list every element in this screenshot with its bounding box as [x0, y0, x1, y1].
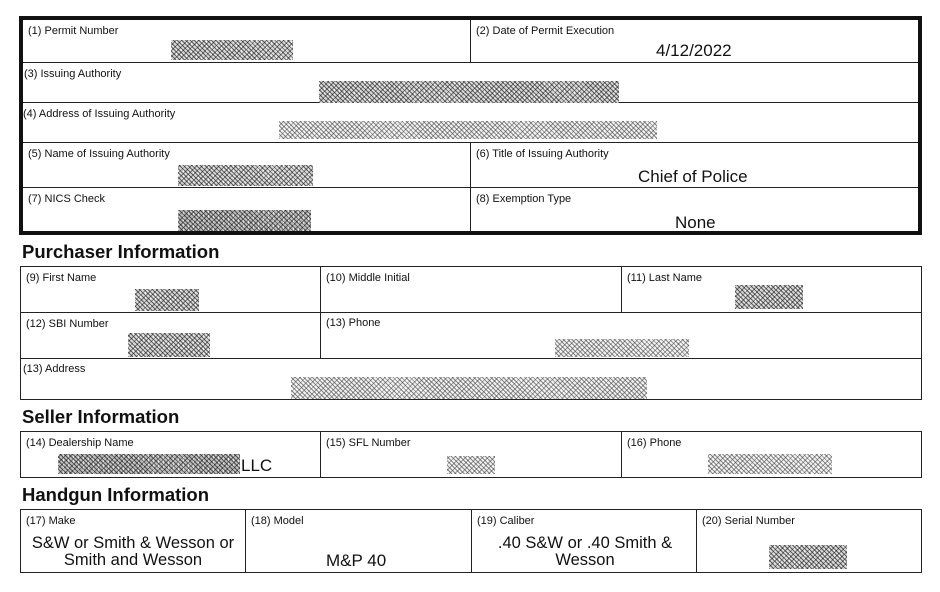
- purchaser-phone-label: (13) Phone: [326, 317, 381, 329]
- authority-name-redaction: [178, 165, 313, 186]
- handgun-section-title: Handgun Information: [22, 484, 210, 505]
- last-name-redaction: [735, 285, 803, 309]
- authority-address-label: (4) Address of Issuing Authority: [23, 108, 176, 120]
- sbi-number-cell: [20, 312, 321, 359]
- dealership-name-suffix: LLC: [241, 456, 273, 475]
- first-name-redaction: [135, 289, 199, 311]
- sfl-number-cell: [320, 431, 622, 478]
- middle-initial-cell: [320, 266, 622, 313]
- issuing-authority-redaction: [319, 81, 619, 103]
- seller-phone-redaction: [708, 454, 832, 474]
- last-name-cell: [621, 266, 922, 313]
- serial-number-cell: [696, 509, 922, 573]
- issuing-authority-cell: [23, 63, 918, 103]
- seller-phone-cell: [621, 431, 922, 478]
- middle-initial-label: (10) Middle Initial: [326, 272, 410, 284]
- model-cell: [245, 509, 472, 573]
- dealership-name-cell: [20, 431, 321, 478]
- purchaser-section-title: Purchaser Information: [22, 241, 220, 262]
- caliber-cell: [471, 509, 697, 573]
- purchaser-address-label: (13) Address: [23, 363, 86, 375]
- exemption-cell: [471, 188, 918, 231]
- permit-number-cell: [23, 20, 471, 63]
- last-name-label: (11) Last Name: [627, 272, 702, 284]
- model-value: M&P 40: [326, 551, 387, 570]
- seller-section-title: Seller Information: [22, 406, 180, 427]
- make-value: S&W or Smith & Wesson or Smith and Wesson: [31, 534, 235, 569]
- nics-check-label: (7) NICS Check: [28, 193, 106, 205]
- permit-date-label: (2) Date of Permit Execution: [476, 25, 615, 37]
- first-name-label: (9) First Name: [26, 272, 97, 284]
- model-label: (18) Model: [251, 515, 304, 527]
- sbi-number-label: (12) SBI Number: [26, 318, 109, 330]
- sfl-number-redaction: [447, 456, 495, 474]
- caliber-label: (19) Caliber: [477, 515, 535, 527]
- issuing-authority-label: (3) Issuing Authority: [24, 68, 122, 80]
- authority-address-cell: [23, 103, 918, 143]
- exemption-value: None: [675, 213, 716, 232]
- authority-title-label: (6) Title of Issuing Authority: [476, 148, 609, 160]
- purchaser-phone-cell: [320, 312, 922, 359]
- nics-check-cell: [23, 188, 471, 231]
- dealership-name-label: (14) Dealership Name: [26, 437, 134, 449]
- authority-name-cell: [23, 143, 471, 188]
- sbi-number-redaction: [128, 333, 210, 357]
- exemption-label: (8) Exemption Type: [476, 193, 572, 205]
- make-cell: [20, 509, 246, 573]
- permit-number-redaction: [171, 40, 293, 60]
- authority-name-label: (5) Name of Issuing Authority: [28, 148, 170, 160]
- permit-number-label: (1) Permit Number: [28, 25, 119, 37]
- purchaser-address-redaction: [291, 377, 647, 399]
- authority-title-cell: [471, 143, 918, 188]
- purchaser-address-cell: [20, 358, 922, 400]
- purchaser-phone-redaction: [555, 339, 689, 357]
- seller-phone-label: (16) Phone: [627, 437, 682, 449]
- make-label: (17) Make: [26, 515, 76, 527]
- serial-number-redaction: [769, 545, 847, 569]
- authority-address-redaction: [279, 121, 657, 139]
- first-name-cell: [20, 266, 321, 313]
- nics-check-redaction: [178, 210, 311, 231]
- permit-date-cell: [471, 20, 918, 63]
- authority-title-value: Chief of Police: [638, 167, 748, 186]
- permit-date-value: 4/12/2022: [656, 41, 732, 60]
- caliber-value: .40 S&W or .40 Smith & Wesson: [497, 534, 673, 569]
- dealership-name-redaction: [58, 454, 240, 474]
- serial-number-label: (20) Serial Number: [702, 515, 795, 527]
- sfl-number-label: (15) SFL Number: [326, 437, 411, 449]
